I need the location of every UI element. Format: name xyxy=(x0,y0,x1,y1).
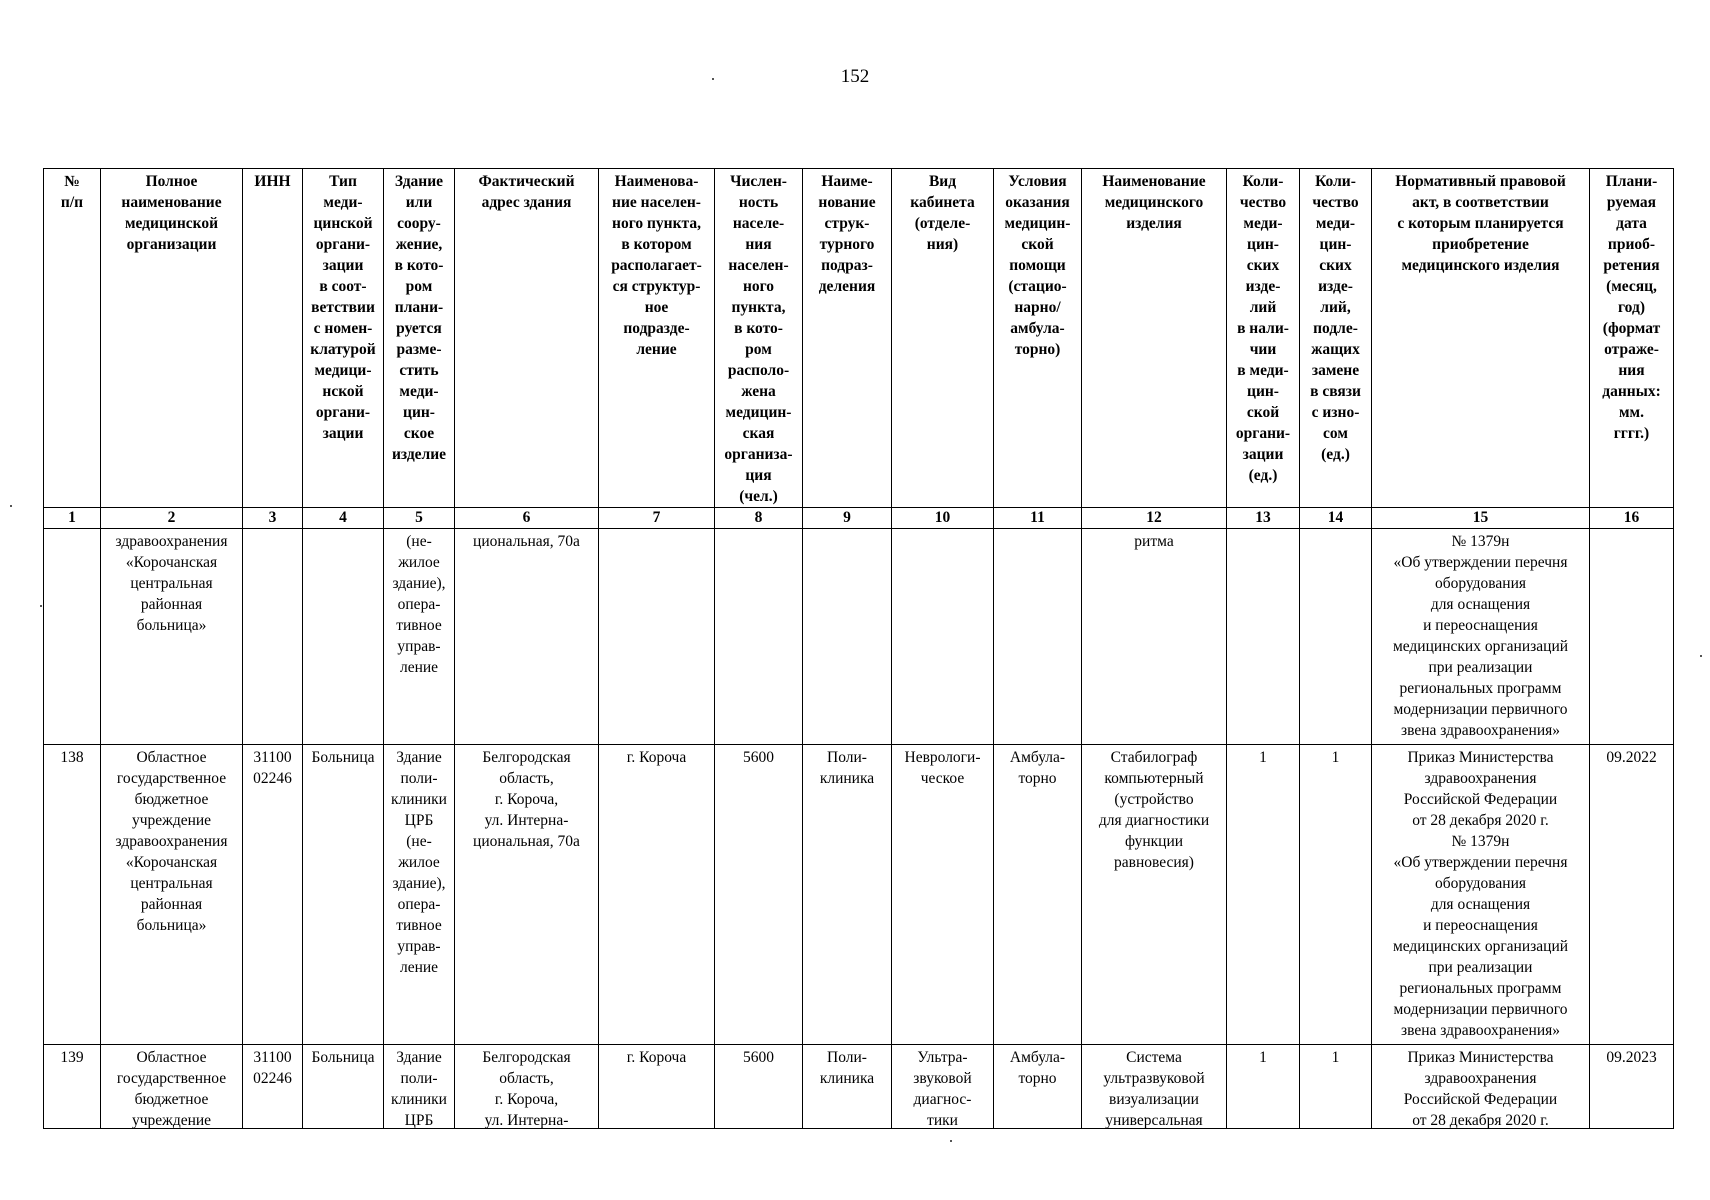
devices-available: 1 xyxy=(1227,1045,1300,1129)
header-row xyxy=(44,169,1674,508)
header-cell: Коли- чество меди- цин- ских изде- лий, подле- жащих замене в связи с изно- сом (ед.) xyxy=(1300,169,1372,508)
settlement: г. Короча xyxy=(599,1045,715,1129)
subdivision: Поли- клиника xyxy=(803,1045,892,1129)
column-number: 16 xyxy=(1590,508,1674,529)
header-cell: Наименование медицинского изделия xyxy=(1082,169,1227,508)
subdivision: Поли- клиника xyxy=(803,745,892,1045)
scan-speck xyxy=(10,505,12,507)
header-cell: Наиме- нование струк- турного подраз- деления xyxy=(803,169,892,508)
organization-type: Больница xyxy=(303,1045,384,1129)
address: Белгородская область, г. Короча, ул. Интерна- циональная, 70а xyxy=(455,745,599,1045)
header-cell: Условия оказания медицин- ской помощи (стацио- нарно/ амбула- торно) xyxy=(994,169,1082,508)
header-cell: Тип меди- цинской органи- зации в соот- ветствии с номен- клатурой медици- нской органи- зации xyxy=(303,169,384,508)
column-number: 6 xyxy=(455,508,599,529)
cabinet-type: Неврологи- ческое xyxy=(892,745,994,1045)
cabinet-type: Ультра- звуковой диагнос- тики xyxy=(892,1045,994,1129)
devices-to-replace: 1 xyxy=(1300,745,1372,1045)
header-cell: Фактический адрес здания xyxy=(455,169,599,508)
organization-type: Больница xyxy=(303,745,384,1045)
scan-speck xyxy=(40,605,42,607)
scan-speck xyxy=(712,78,714,80)
column-number: 10 xyxy=(892,508,994,529)
column-number: 5 xyxy=(384,508,455,529)
table-cell xyxy=(994,529,1082,745)
header-cell: Плани- руемая дата приоб- ретения (месяц, год) (формат отраже- ния данных: мм. гггг.) xyxy=(1590,169,1674,508)
table-cell: ритма xyxy=(1082,529,1227,745)
inn: 31100 02246 xyxy=(243,745,303,1045)
table-row xyxy=(44,745,1674,1045)
row-number: 139 xyxy=(44,1045,101,1129)
page-number: 152 xyxy=(840,66,870,87)
table-cell xyxy=(715,529,803,745)
header-cell: № п/п xyxy=(44,169,101,508)
table-cell xyxy=(303,529,384,745)
building: Здание поли- клиники ЦРБ xyxy=(384,1045,455,1129)
organization-name: Областное государственное бюджетное учреждение здравоохранения «Корочанская центральная районная больница» xyxy=(101,745,243,1045)
table-cell xyxy=(803,529,892,745)
devices-available: 1 xyxy=(1227,745,1300,1045)
header-cell: Нормативный правовой акт, в соответствии с которым планируется приобретение медицинского изделия xyxy=(1372,169,1590,508)
inn: 31100 02246 xyxy=(243,1045,303,1129)
table-cell: № 1379н «Об утверждении перечня оборудования для оснащения и переоснащения медицинских организаций при реализации региональных программ модернизации первичного звена здравоохранения» xyxy=(1372,529,1590,745)
header-cell: ИНН xyxy=(243,169,303,508)
table-row xyxy=(44,1045,1674,1129)
devices-to-replace: 1 xyxy=(1300,1045,1372,1129)
column-number: 11 xyxy=(994,508,1082,529)
column-number: 1 xyxy=(44,508,101,529)
organization-name: Областное государственное бюджетное учреждение xyxy=(101,1045,243,1129)
building: Здание поли- клиники ЦРБ (не- жилое здание), опера- тивное управ- ление xyxy=(384,745,455,1045)
table-cell xyxy=(1590,529,1674,745)
table-cell xyxy=(892,529,994,745)
header-cell: Вид кабинета (отделе- ния) xyxy=(892,169,994,508)
column-number: 9 xyxy=(803,508,892,529)
header-cell: Здание или соору- жение, в кото- ром плани- руется разме- стить меди- цин- ское изделие xyxy=(384,169,455,508)
column-number: 8 xyxy=(715,508,803,529)
header-cell: Наименова- ние населен- ного пункта, в котором располагает- ся структур- ное подразде- ление xyxy=(599,169,715,508)
equipment-table xyxy=(43,168,1674,1129)
planned-date: 09.2023 xyxy=(1590,1045,1674,1129)
care-conditions: Амбула- торно xyxy=(994,745,1082,1045)
table-cell xyxy=(44,529,101,745)
column-number: 4 xyxy=(303,508,384,529)
legal-act: Приказ Министерства здравоохранения Российской Федерации от 28 декабря 2020 г. № 1379н «Об утверждении перечня оборудования для оснащения и переоснащения медицинских организаций при реализации региональных программ модернизации первичного звена здравоохранения» xyxy=(1372,745,1590,1045)
table-cell xyxy=(1227,529,1300,745)
scan-speck xyxy=(1700,655,1702,657)
header-cell: Числен- ность населе- ния населен- ного пункта, в кото- ром располо- жена медицин- ская организа- ция (чел.) xyxy=(715,169,803,508)
row-number: 138 xyxy=(44,745,101,1045)
column-number: 3 xyxy=(243,508,303,529)
device-name: Стабилограф компьютерный (устройство для диагностики функции равновесия) xyxy=(1082,745,1227,1045)
table-cell: (не- жилое здание), опера- тивное управ- ление xyxy=(384,529,455,745)
population: 5600 xyxy=(715,745,803,1045)
header-cell: Коли- чество меди- цин- ских изде- лий в нали- чии в меди- цин- ской органи- зации (ед.) xyxy=(1227,169,1300,508)
planned-date: 09.2022 xyxy=(1590,745,1674,1045)
column-number: 7 xyxy=(599,508,715,529)
legal-act: Приказ Министерства здравоохранения Российской Федерации от 28 декабря 2020 г. xyxy=(1372,1045,1590,1129)
table-cell: здравоохранения «Корочанская центральная районная больница» xyxy=(101,529,243,745)
device-name: Система ультразвуковой визуализации универсальная xyxy=(1082,1045,1227,1129)
care-conditions: Амбула- торно xyxy=(994,1045,1082,1129)
column-number: 2 xyxy=(101,508,243,529)
table-cell xyxy=(1300,529,1372,745)
address: Белгородская область, г. Короча, ул. Интерна- xyxy=(455,1045,599,1129)
table-cell xyxy=(599,529,715,745)
column-number: 14 xyxy=(1300,508,1372,529)
column-number: 12 xyxy=(1082,508,1227,529)
table-cell: циональная, 70а xyxy=(455,529,599,745)
column-number-row xyxy=(44,508,1674,529)
population: 5600 xyxy=(715,1045,803,1129)
column-number: 13 xyxy=(1227,508,1300,529)
scan-speck xyxy=(950,1140,952,1142)
settlement: г. Короча xyxy=(599,745,715,1045)
table-row xyxy=(44,529,1674,745)
column-number: 15 xyxy=(1372,508,1590,529)
header-cell: Полное наименование медицинской организации xyxy=(101,169,243,508)
table-cell xyxy=(243,529,303,745)
